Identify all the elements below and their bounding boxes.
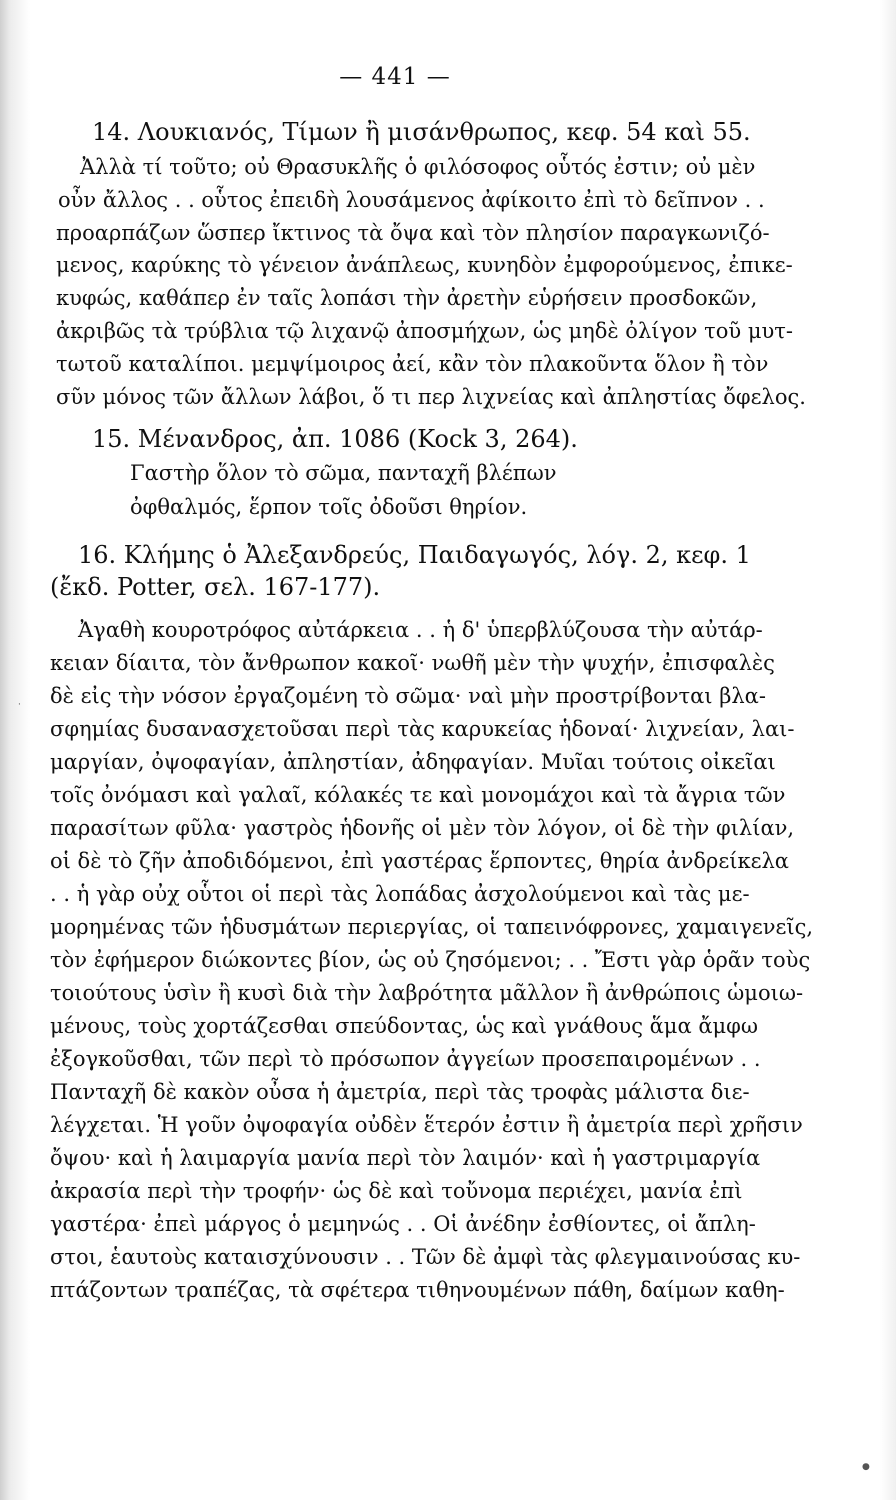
text-line: γαστέρα· ἐπεὶ μάργος ὁ μεμηνώς . . Οἱ ἀνέδην ἐσθίοντες, οἱ ἄπλη-	[50, 1212, 756, 1236]
verse-line: ὀφθαλμός, ἕρπον τοῖς ὀδοῦσι θηρίον.	[130, 495, 528, 519]
text-line: Ἀγαθὴ κουροτρόφος αὐτάρκεια . . ἡ δ' ὑπερβλύζουσα τὴν αὐτάρ-	[78, 618, 763, 642]
text-line: σφημίας δυσανασχετοῦσαι περὶ τὰς καρυκείας ἡδοναί· λιχνείαν, λαι-	[50, 717, 795, 741]
text-line: Πανταχῆ δὲ κακὸν οὖσα ἡ ἀμετρία, περὶ τὰς τροφὰς μάλιστα διε-	[50, 1080, 750, 1104]
text-line: οἱ δὲ τὸ ζῆν ἀποδιδόμενοι, ἐπὶ γαστέρας ἕρποντες, θηρία ἀνδρείκελα	[50, 849, 789, 873]
section-heading-16: 16. Κλήμης ὁ Ἀλεξανδρεύς, Παιδαγωγός, λόγ. 2, κεφ. 1	[78, 541, 751, 569]
text-line: ἀκρασία περὶ τὴν τροφήν· ὡς δὲ καὶ τοὔνομα περιέχει, μανία ἐπὶ	[50, 1179, 743, 1203]
text-line: προαρπάζων ὥσπερ ἴκτινος τὰ ὄψα καὶ τὸν πλησίον παραγκωνιζό-	[56, 221, 770, 245]
text-line: ἀκριβῶς τὰ τρύβλια τῷ λιχανῷ ἀποσμήχων, ὡς μηδὲ ὀλίγον τοῦ μυτ-	[56, 319, 793, 343]
text-line: ὄψου· καὶ ἡ λαιμαργία μανία περὶ τὸν λαιμόν· καὶ ἡ γαστριμαργία	[50, 1146, 761, 1170]
text-line: κειαν δίαιτα, τὸν ἄνθρωπον κακοῖ· νωθῆ μὲν τὴν ψυχήν, ἐπισφαλὲς	[50, 651, 775, 675]
text-line: σῦν μόνος τῶν ἄλλων λάβοι, ὅ τι περ λιχνείας καὶ ἀπληστίας ὄφελος.	[56, 385, 806, 409]
text-line: μενος, καρύκης τὸ γένειον ἀνάπλεως, κυνηδὸν ἐμφορούμενος, ἐπικε-	[56, 253, 793, 277]
text-line: μορημένας τῶν ἡδυσμάτων περιεργίας, οἱ ταπεινόφρονες, χαμαιγενεῖς,	[50, 915, 814, 939]
section-heading-16-cont: (ἔκδ. Potter, σελ. 167-177).	[50, 573, 381, 601]
text-line: πτάζοντων τραπέζας, τὰ σφέτερα τιθηνουμένων πάθη, δαίμων καθη-	[50, 1278, 785, 1302]
text-line: μαργίαν, ὀψοφαγίαν, ἀπληστίαν, ἀδηφαγίαν. Μυῖαι τούτοις οἰκεῖαι	[50, 750, 776, 774]
section-heading-15: 15. Μένανδρος, ἀπ. 1086 (Kock 3, 264).	[92, 425, 578, 453]
text-line: τοιούτους ὑσὶν ἢ κυσὶ διὰ τὴν λαβρότητα μᾶλλον ἢ ἀνθρώποις ὡμοιω-	[50, 981, 804, 1005]
section-heading-14: 14. Λουκιανός, Τίμων ἢ μισάνθρωπος, κεφ. 54 καὶ 55.	[92, 118, 751, 146]
page-number: — 441 —	[339, 64, 451, 90]
text-line: δὲ εἰς τὴν νόσον ἐργαζομένη τὸ σῶμα· ναὶ μὴν προστρίβονται βλα-	[50, 684, 766, 708]
text-line: μένους, τοὺς χορτάζεσθαι σπεύδοντας, ὡς καὶ γνάθους ἅμα ἄμφω	[50, 1014, 758, 1038]
text-line: τωτοῦ καταλίποι. μεμψίμοιρος ἀεί, κἂν τὸν πλακοῦντα ὅλον ἢ τὸν	[56, 352, 769, 376]
text-line: τὸν ἐφήμερον διώκοντες βίον, ὡς οὐ ζησόμενοι; . . Ἔστι γὰρ ὁρᾶν τοὺς	[50, 948, 811, 972]
text-line: παρασίτων φῦλα· γαστρὸς ἡδονῆς οἱ μὲν τὸν λόγον, οἱ δὲ τὴν φιλίαν,	[50, 816, 795, 840]
text-line: κυφώς, καθάπερ ἐν ταῖς λοπάσι τὴν ἀρετὴν εὑρήσειν προσδοκῶν,	[56, 286, 758, 310]
text-line: λέγχεται. Ἡ γοῦν ὀψοφαγία οὐδὲν ἕτερόν ἐστιν ἢ ἀμετρία περὶ χρῆσιν	[50, 1113, 803, 1137]
text-line: ἐξογκοῦσθαι, τῶν περὶ τὸ πρόσωπον ἀγγείων προσεπαιρομένων . .	[50, 1047, 761, 1071]
text-line: στοι, ἑαυτοὺς καταισχύνουσιν . . Τῶν δὲ ἀμφὶ τὰς φλεγμαινούσας κυ-	[50, 1245, 801, 1269]
verse-line: Γαστὴρ ὅλον τὸ σῶμα, πανταχῆ βλέπων	[130, 461, 557, 485]
text-line: οὖν ἄλλος . . οὗτος ἐπειδὴ λουσάμενος ἀφίκοιτο ἐπὶ τὸ δεῖπνον . .	[58, 188, 765, 212]
text-line: Ἀλλὰ τί τοῦτο; οὐ Θρασυκλῆς ὁ φιλόσοφος οὗτός ἐστιν; οὐ μὲν	[80, 155, 756, 179]
scan-speck: ·	[18, 700, 21, 710]
text-line: τοῖς ὀνόμασι καὶ γαλαῖ, κόλακές τε καὶ μονομάχοι καὶ τὰ ἄγρια τῶν	[50, 783, 786, 807]
text-line: . . ἡ γὰρ οὐχ οὗτοι οἱ περὶ τὰς λοπάδας ἀσχολούμενοι καὶ τὰς με-	[50, 882, 750, 906]
scan-speck: ●	[862, 1462, 870, 1472]
